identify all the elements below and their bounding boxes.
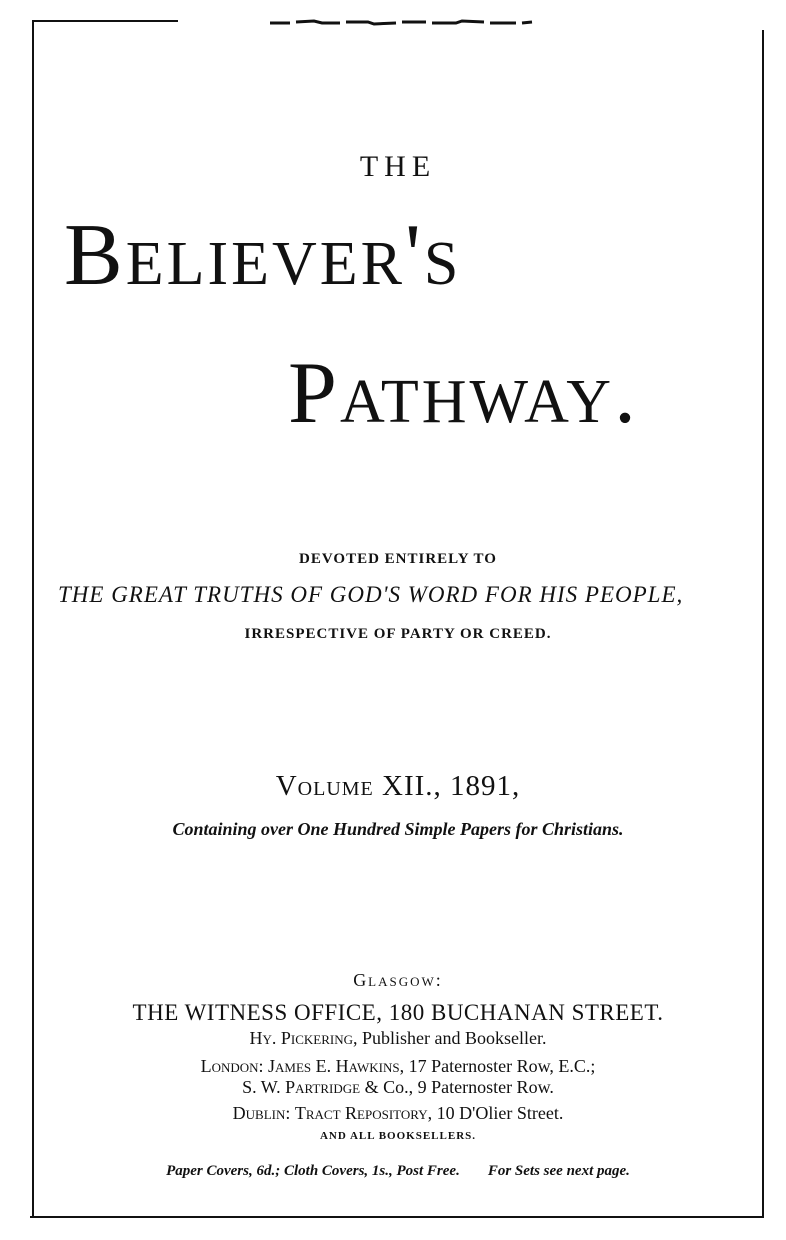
london-label: London: [200, 1056, 264, 1076]
truths-line: THE GREAT TRUTHS OF GOD'S WORD FOR HIS PEOPLE, [58, 582, 684, 607]
hawkins-name: James E. Hawkins, [268, 1056, 405, 1076]
imprint-pickering [34, 1028, 762, 1049]
imprint-all-booksellers: AND ALL BOOKSELLERS. [319, 1130, 477, 1142]
devoted-line: DEVOTED ENTIRELY TO [299, 551, 497, 567]
imprint-witness-office: THE WITNESS OFFICE, 180 BUCHANAN STREET. [132, 1000, 664, 1025]
partridge-name: S. W. Partridge [242, 1077, 361, 1097]
page-border-top [32, 20, 178, 22]
title-the: THE [359, 150, 437, 183]
hawkins-address: 17 Paternoster Row, E.C.; [408, 1056, 596, 1076]
irrespective-line: IRRESPECTIVE OF PARTY OR CREED. [244, 626, 552, 642]
pickering-role: Publisher and Bookseller. [362, 1028, 547, 1048]
page-border-bottom [30, 1216, 764, 1218]
imprint-london-partridge [34, 1077, 762, 1098]
imprint-glasgow: Glasgow: [353, 970, 443, 990]
volume-line: Volume XII., 1891, [275, 770, 521, 802]
page-border-right [762, 30, 764, 1216]
imprint-dublin [34, 1103, 762, 1124]
dublin-address: 10 D'Olier Street. [436, 1103, 564, 1123]
pickering-name: Hy. Pickering, [249, 1028, 358, 1048]
ornament-rule [270, 17, 540, 27]
footer-covers-line [34, 1163, 762, 1180]
covers-prices: Paper Covers, 6d.; Cloth Covers, 1s., Post Free. [166, 1163, 460, 1179]
dublin-label: Dublin: [232, 1103, 291, 1123]
sets-note: For Sets see next page. [487, 1163, 630, 1179]
title-pathway: Pathway. [288, 345, 639, 442]
containing-line: Containing over One Hundred Simple Papers for Christians. [172, 819, 624, 839]
title-believers: Believer's [64, 207, 462, 304]
imprint-london-hawkins [34, 1056, 762, 1077]
partridge-rest: & Co., 9 Paternoster Row. [364, 1077, 554, 1097]
dublin-name: Tract Repository, [294, 1103, 433, 1123]
